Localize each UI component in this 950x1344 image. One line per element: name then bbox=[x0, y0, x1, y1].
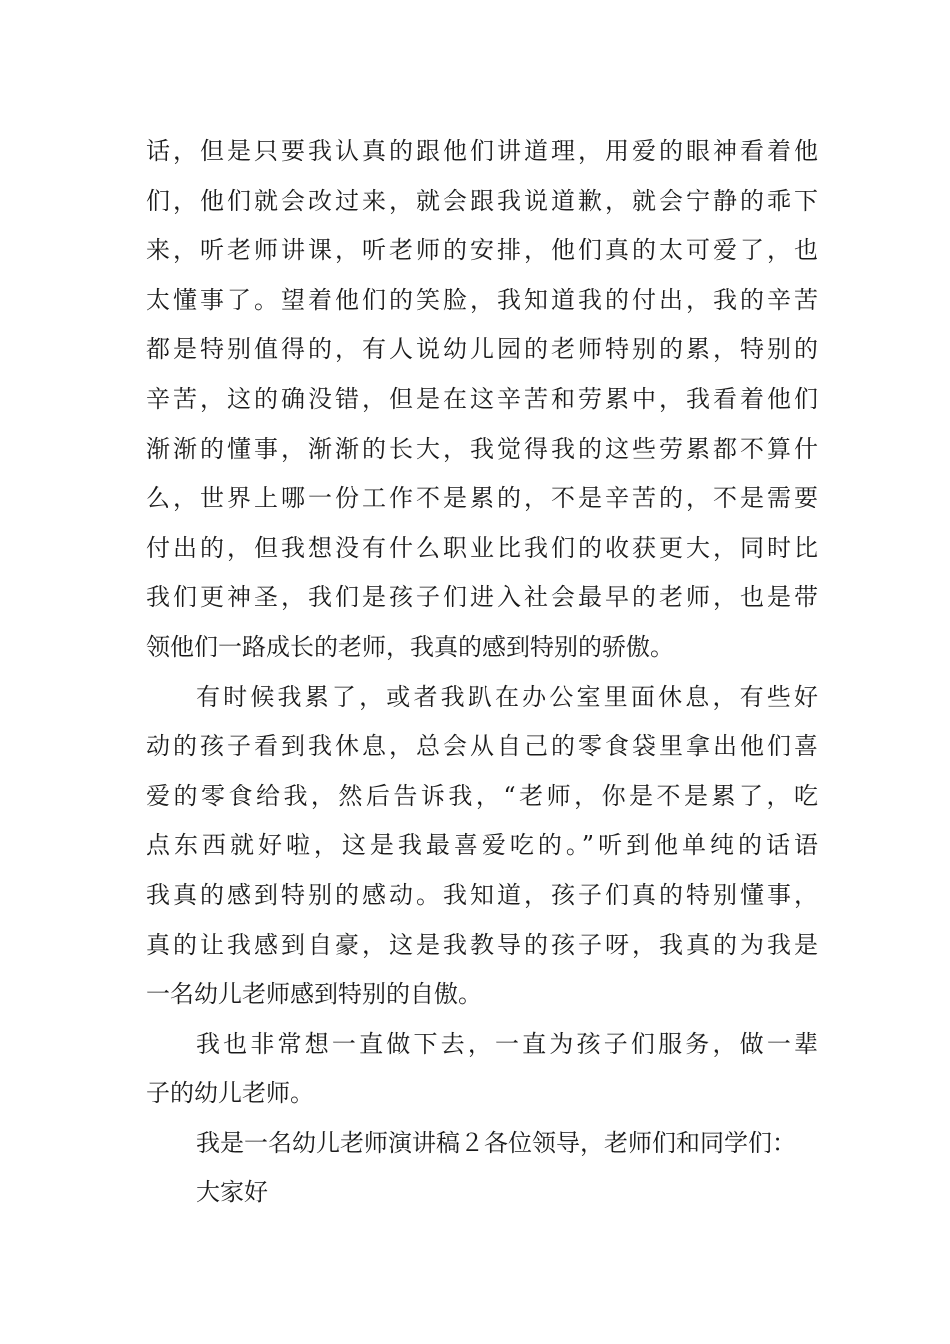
text-line: 我真的感到特别的感动。我知道，孩子们真的特别懂事， bbox=[146, 880, 818, 909]
document-page bbox=[146, 127, 818, 1218]
paragraph-3 bbox=[146, 1020, 818, 1119]
text-line: 子的幼儿老师。 bbox=[146, 1079, 314, 1108]
text-line: 付出的，但我想没有什么职业比我们的收获更大，同时比 bbox=[146, 533, 818, 562]
text-line: 动的孩子看到我休息，总会从自己的零食袋里拿出他们喜 bbox=[146, 732, 818, 761]
text-line: 我也非常想一直做下去，一直为孩子们服务，做一辈 bbox=[196, 1029, 818, 1058]
text-line: 太懂事了。望着他们的笑脸，我知道我的付出，我的辛苦 bbox=[146, 285, 818, 314]
text-line: 点东西就好啦，这是我最喜爱吃的。”听到他单纯的话语 bbox=[146, 831, 818, 860]
paragraph-1 bbox=[146, 127, 818, 673]
text-line: 真的让我感到自豪，这是我教导的孩子呀，我真的为我是 bbox=[146, 930, 818, 959]
text-line: 我们更神圣，我们是孩子们进入社会最早的老师，也是带 bbox=[146, 583, 818, 612]
text-line: 有时候我累了，或者我趴在办公室里面休息，有些好 bbox=[196, 682, 818, 711]
text-line: 话，但是只要我认真的跟他们讲道理，用爱的眼神看着他 bbox=[146, 137, 818, 165]
greeting-line: 大家好 bbox=[196, 1178, 268, 1207]
text-line: 们，他们就会改过来，就会跟我说道歉，就会宁静的乖下 bbox=[146, 186, 818, 215]
text-line: 辛苦，这的确没错，但是在这辛苦和劳累中，我看着他们 bbox=[146, 384, 818, 413]
text-line: 爱的零食给我，然后告诉我，“老师，你是不是累了，吃 bbox=[146, 781, 818, 810]
paragraph-5 bbox=[146, 1168, 818, 1218]
text-line: 领他们一路成长的老师，我真的感到特别的骄傲。 bbox=[146, 632, 674, 661]
text-line: 么，世界上哪一份工作不是累的，不是辛苦的，不是需要 bbox=[146, 484, 818, 513]
text-line: 渐渐的懂事，渐渐的长大，我觉得我的这些劳累都不算什 bbox=[146, 434, 818, 463]
text-line: 都是特别值得的，有人说幼儿园的老师特别的累，特别的 bbox=[146, 335, 818, 364]
paragraph-4 bbox=[146, 1119, 818, 1169]
paragraph-2 bbox=[146, 673, 818, 1020]
speech-heading-line: 我是一名幼儿老师演讲稿２各位领导，老师们和同学们： bbox=[196, 1128, 796, 1157]
text-line: 一名幼儿老师感到特别的自傲。 bbox=[146, 980, 482, 1009]
text-line: 来，听老师讲课，听老师的安排，他们真的太可爱了，也 bbox=[146, 236, 818, 265]
